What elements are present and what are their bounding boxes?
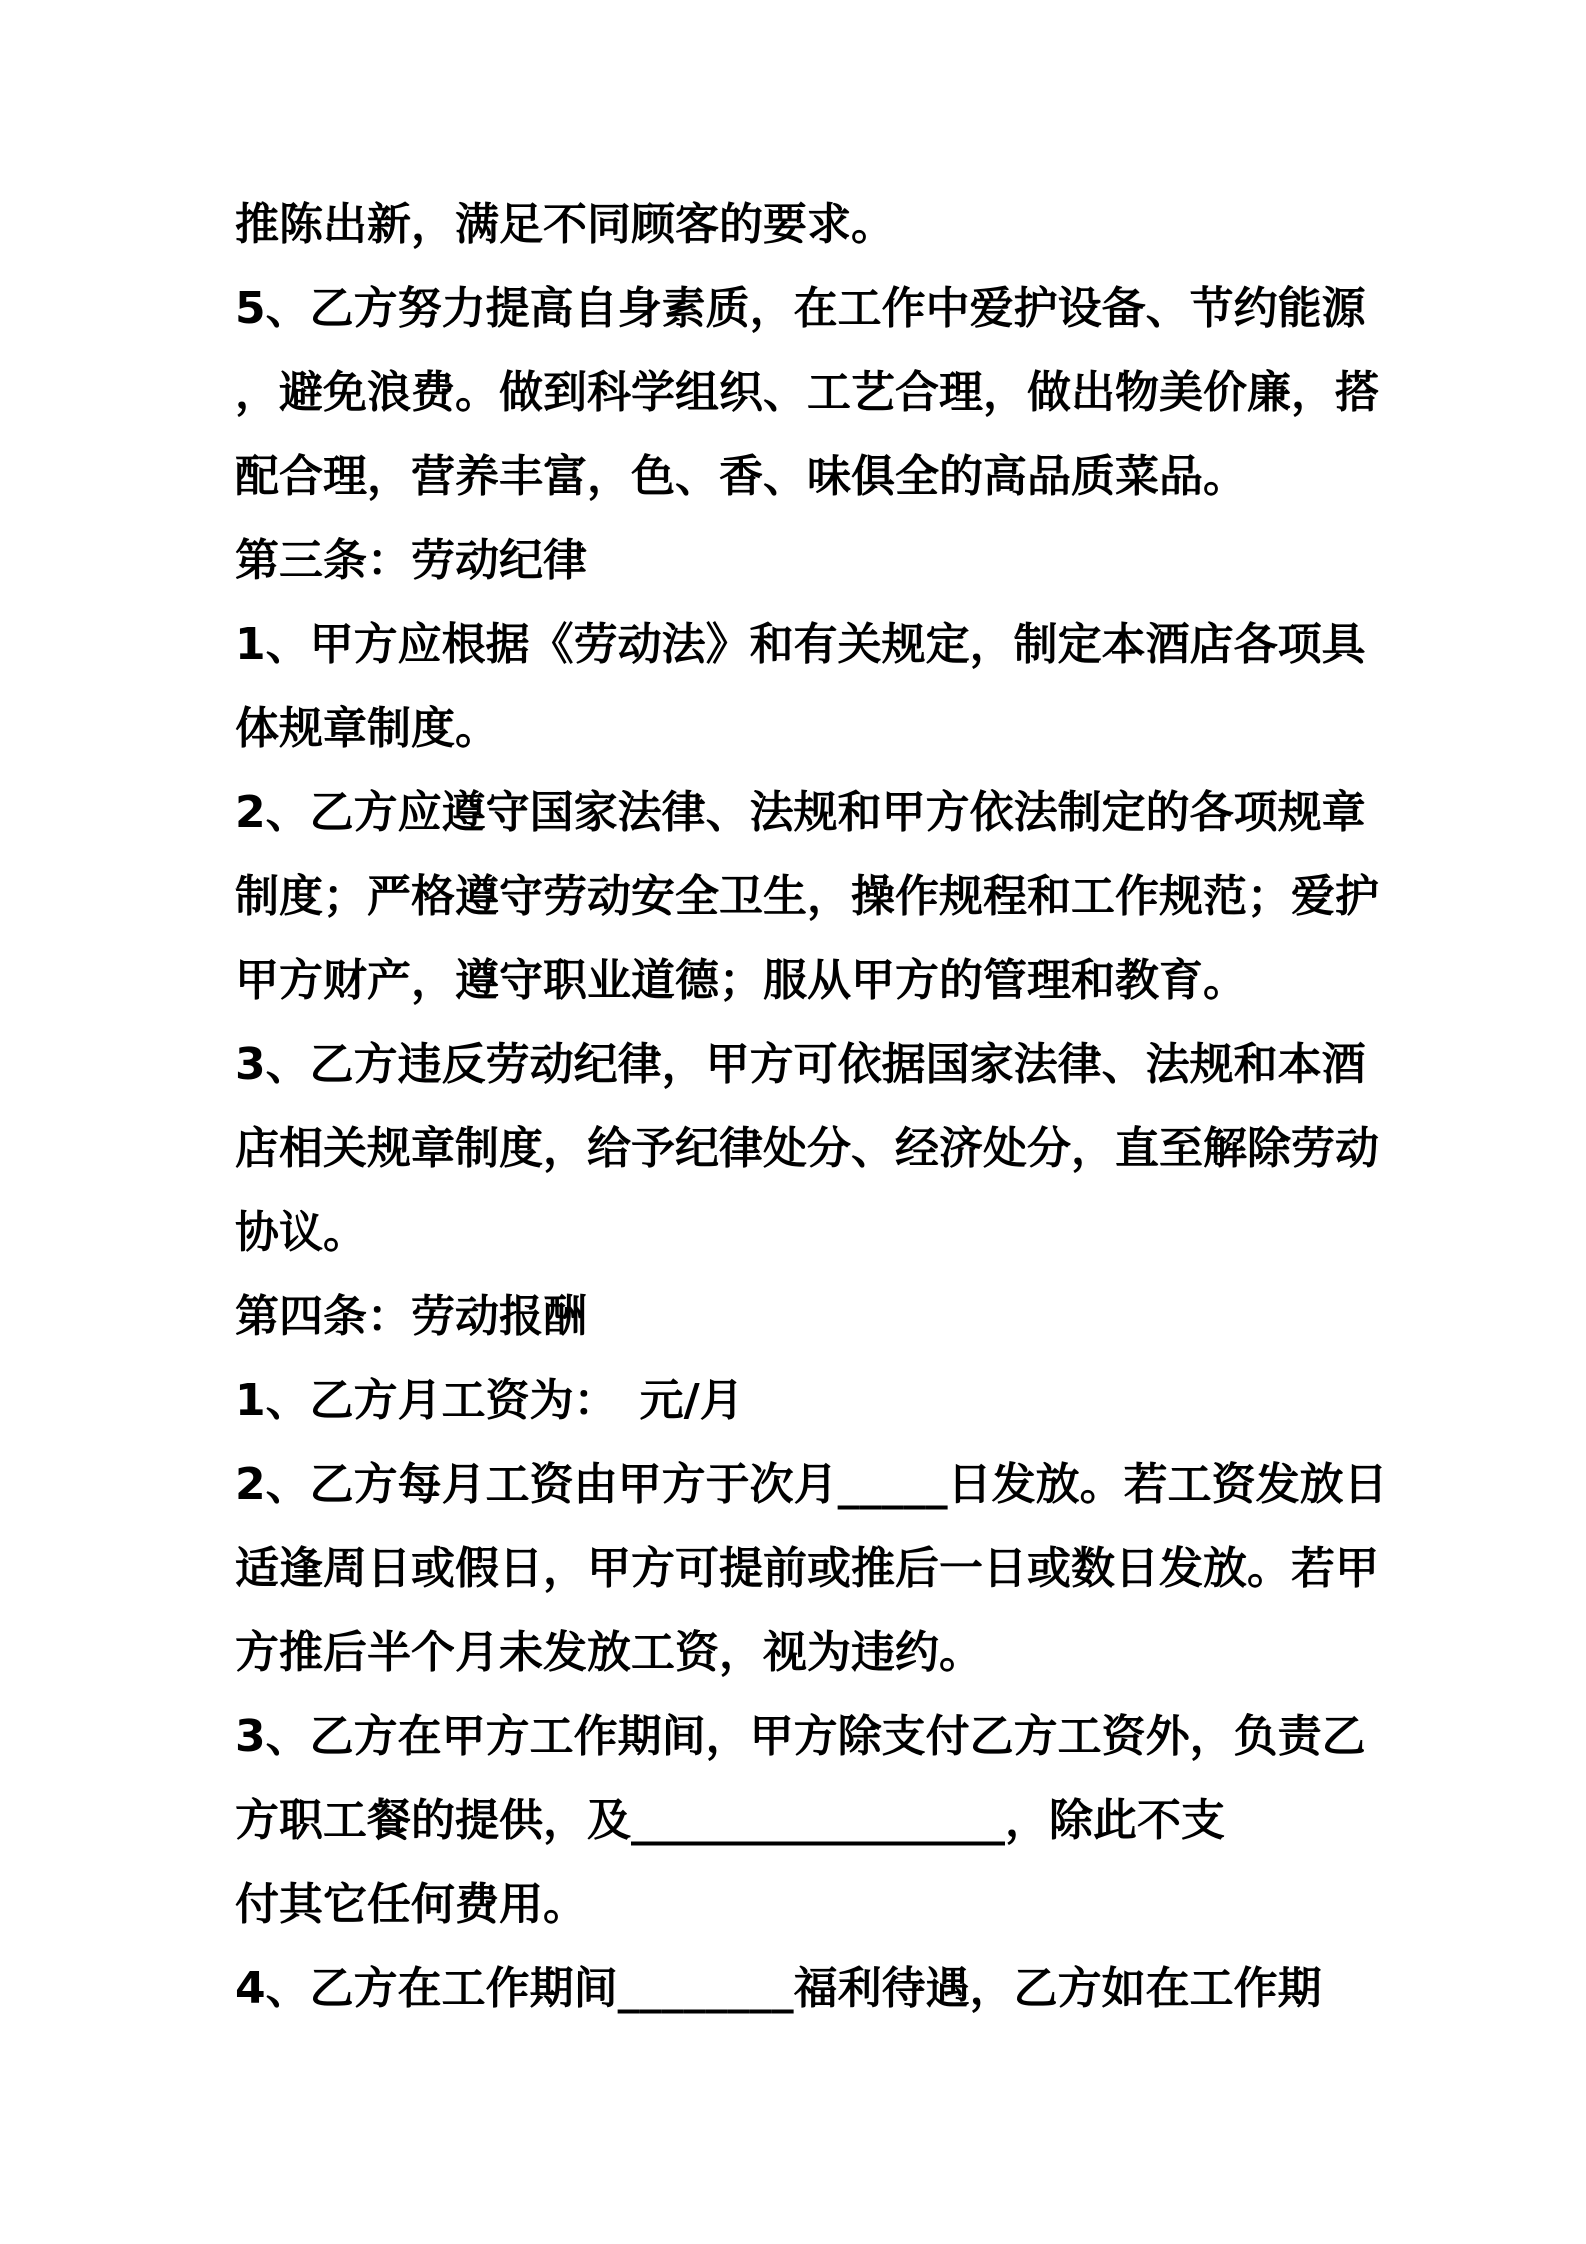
text-line: 第四条：劳动报酬 (235, 1291, 587, 1342)
text-line: 4、乙方在工作期间________福利待遇，乙方如在工作期 (235, 1963, 1322, 2014)
text-line: 配合理，营养丰富，色、香、味俱全的高品质菜品。 (235, 451, 1247, 502)
text-line: ，避免浪费。做到科学组织、工艺合理，做出物美价廉，搭 (235, 367, 1379, 418)
text-line: 2、乙方应遵守国家法律、法规和甲方依法制定的各项规章 (235, 787, 1366, 838)
document-body (235, 183, 1425, 2031)
text-line: 协议。 (235, 1207, 367, 1258)
text-line: 方推后半个月未发放工资，视为违约。 (235, 1627, 983, 1678)
text-line: 制度；严格遵守劳动安全卫生，操作规程和工作规范；爱护 (235, 871, 1379, 922)
text-line: 5、乙方努力提高自身素质，在工作中爱护设备、节约能源 (235, 283, 1366, 334)
text-line: 1、乙方月工资为： 元/月 (235, 1375, 744, 1426)
text-line: 推陈出新，满足不同顾客的要求。 (235, 199, 895, 250)
text-line: 体规章制度。 (235, 703, 499, 754)
text-line: 3、乙方在甲方工作期间，甲方除支付乙方工资外，负责乙 (235, 1711, 1366, 1762)
text-line: 3、乙方违反劳动纪律，甲方可依据国家法律、法规和本酒 (235, 1039, 1366, 1090)
text-line: 付其它任何费用。 (235, 1879, 587, 1930)
text-line: 1、甲方应根据《劳动法》和有关规定，制定本酒店各项具 (235, 619, 1366, 670)
text-line: 2、乙方每月工资由甲方于次月_____日发放。若工资发放日 (235, 1459, 1388, 1510)
text-line: 适逢周日或假日，甲方可提前或推后一日或数日发放。若甲 (235, 1543, 1379, 1594)
text-line: 店相关规章制度，给予纪律处分、经济处分，直至解除劳动 (235, 1123, 1379, 1174)
text-line: 第三条：劳动纪律 (235, 535, 587, 586)
text-line: 甲方财产，遵守职业道德；服从甲方的管理和教育。 (235, 955, 1247, 1006)
text-line: 方职工餐的提供，及_________________，除此不支 (235, 1795, 1225, 1846)
